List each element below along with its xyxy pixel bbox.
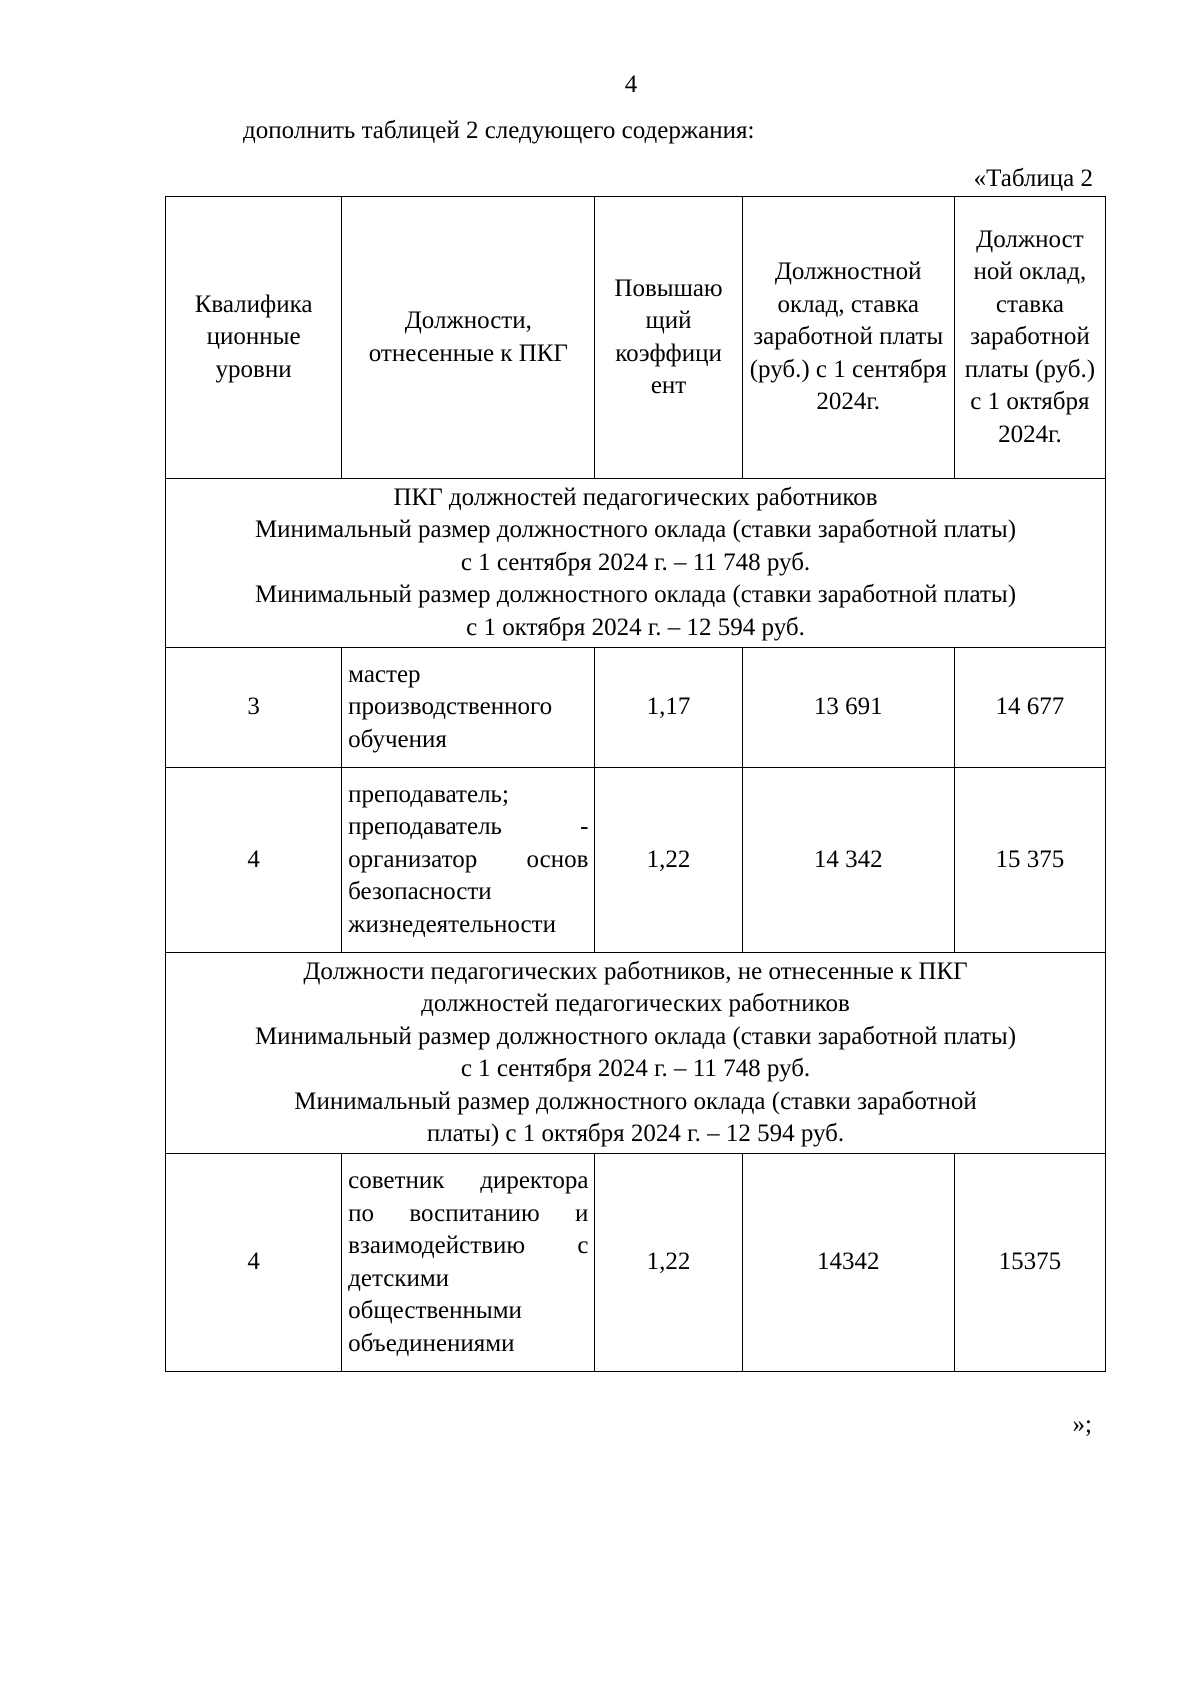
coefficient-cell: 1,17 xyxy=(595,648,742,768)
section1-line: Минимальный размер должностного оклада (ставки заработной платы) xyxy=(254,581,1017,609)
closing-quote: »; xyxy=(1072,1411,1092,1438)
section2-line: платы) с 1 октября 2024 г. – 12 594 руб. xyxy=(426,1120,845,1147)
section-header-pkg xyxy=(166,479,1106,648)
section1-line: Минимальный размер должностного оклада (ставки заработной платы) xyxy=(254,516,1017,544)
section-header-non-pkg xyxy=(166,953,1106,1154)
level-cell: 4 xyxy=(166,768,342,953)
section2-line: Должности педагогических работников, не отнесенные к ПКГ xyxy=(303,957,968,985)
header-positions: Должности, отнесенные к ПКГ xyxy=(342,197,595,479)
header-salary-october: Должност ной оклад, ставка заработной платы (руб.) с 1 октября 2024г. xyxy=(954,197,1105,479)
table-row xyxy=(166,1154,1106,1372)
section1-line: с 1 сентября 2024 г. – 11 748 руб. xyxy=(460,548,811,576)
salary-september-cell: 14342 xyxy=(742,1154,954,1372)
level-cell: 4 xyxy=(166,1154,342,1372)
table-row xyxy=(166,648,1106,768)
section1-line: с 1 октября 2024 г. – 12 594 руб. xyxy=(466,613,805,641)
position-cell: советник директора по воспитанию и взаимодействию с детскими общественными объединениями xyxy=(342,1154,595,1372)
coefficient-cell: 1,22 xyxy=(595,768,742,953)
coefficient-cell: 1,22 xyxy=(595,1154,742,1372)
position-cell: преподаватель; преподаватель - организатор основ безопасности жизнедеятельности xyxy=(342,768,595,953)
section2-line: Минимальный размер должностного оклада (ставки заработной платы) xyxy=(254,1022,1017,1050)
table-caption: «Таблица 2 xyxy=(973,165,1093,192)
salary-table xyxy=(165,196,1106,1372)
salary-october-cell: 15 375 xyxy=(954,768,1105,953)
salary-october-cell: 14 677 xyxy=(954,648,1105,768)
header-coefficient: Повышаю щий коэффици ент xyxy=(595,197,742,479)
salary-october-cell: 15375 xyxy=(954,1154,1105,1372)
header-qualification-level: Квалифика ционные уровни xyxy=(166,197,342,479)
section2-line: с 1 сентября 2024 г. – 11 748 руб. xyxy=(460,1055,811,1082)
section1-line: ПКГ должностей педагогических работников xyxy=(393,483,878,511)
position-cell: мастер производственного обучения xyxy=(342,648,595,768)
salary-september-cell: 14 342 xyxy=(742,768,954,953)
section2-line: должностей педагогических работников xyxy=(421,990,850,1017)
section2-line: Минимальный размер должностного оклада (ставки заработной xyxy=(294,1087,977,1115)
intro-text: дополнить таблицей 2 следующего содержания: xyxy=(243,117,755,144)
page-number: 4 xyxy=(624,71,638,98)
table-row xyxy=(166,768,1106,953)
level-cell: 3 xyxy=(166,648,342,768)
header-salary-september: Должностной оклад, ставка заработной платы (руб.) с 1 сентября 2024г. xyxy=(742,197,954,479)
table-header-row xyxy=(166,197,1106,479)
salary-september-cell: 13 691 xyxy=(742,648,954,768)
